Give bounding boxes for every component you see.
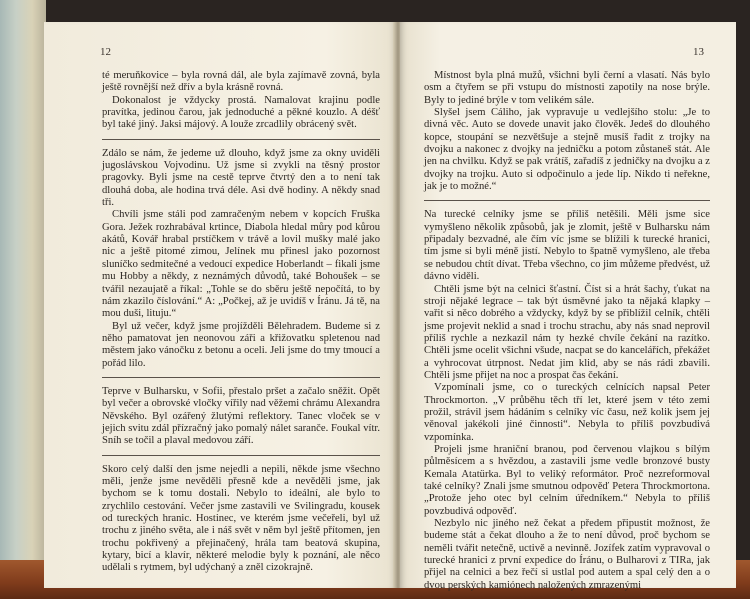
paragraph: Skoro celý další den jsme nejedli a nepili, někde jsme všechno měli, jenže jsme nevěděli přesně kde a nevěděli jsme, jak bychom se k tomu dostali. Nebylo to ideální, ale bylo to zrychlilo cestování. Večer jsme zastavili ve Svilingradu, kousek od tureckých hranic. Hostinec, ve kterém jsme večeřeli, byl už trochu z jiného světa, ale i náš svět v něm byl ještě přítomen, jen trochu pokřivený a přejinačený, hrála tam beatová skupina, kytary, bicí a klavír, některé melodie byly k poznání, ale něco udělali s rytmem, byl udýchaný a zněl cizokrajně. (102, 463, 380, 574)
paragraph: Projeli jsme hraniční branou, pod červenou vlajkou s bílým půlměsícem a s hvězdou, a zastavili jsme vedle bronzové busty Kemala Atatürka. Byl to veliký reformátor. Proč nezreformoval také celníky? Znali jsme smutnou odpověď Petera Throckmortona. „Protože jeho otec byl celním úředníkem.“ Nebyla to příliš povzbudivá odpověď. (424, 443, 710, 517)
paragraph: Zdálo se nám, že jedeme už dlouho, když jsme za okny uviděli jugoslávskou Vojvodinu. Už jsme si zvykli na těsný prostor pragovky. Byli jsme na cestě teprve čtvrtý den a to není tak dlouhá doba, ale hodina trvá déle. Asi dvě hodiny. A někdy snad tři. (102, 147, 380, 209)
section-divider (424, 200, 710, 201)
paragraph: Chvíli jsme stáli pod zamračeným nebem v kopcích Fruška Gora. Ježek rozhrabával krtince, Diabola hledal můry pod kůrou akátů, Kovář hrabal prstíčkem v trávě a lovil mušky malé jako nic a ještě pitomé zimou, Jelínek mu přinesl jako pozornost sluníčko sedmitečné a vedoucí expedice Hoberlandt – fikali jsme mu Hobby a někdy, z neznámých důvodů, také Bohoušek – se tvářil nezaujatě a říkal: „Tohle se do sběru ještě nepočítá, to by nám zkazilo číslování.“ A: „Počkej, až je uvidíš v Íránu. Já tě, na mou duši, lituju.“ (102, 209, 380, 320)
left-page (44, 22, 396, 588)
paragraph: Slyšel jsem Cáliho, jak vypravuje u vedlejšího stolu: „Je to divná věc. Auto se dovede unavit jako člověk. Jedeš do dlouhého kopce, stoupání se nezvětšuje a stejně musíš řadit z trojky na dvojku a nakonec z dvojky na jedničku a potom zůstaneš stát. Ale jen na chvilku. Když se pak vrátíš, zařadíš z jedničky na dvojku a z dvojky na trojku. Auto si odpočinulo a jede líp. Nikdo ti neřekne, jak je to možné.“ (424, 107, 710, 193)
page-number-left: 12 (100, 46, 111, 58)
right-page-text (424, 70, 710, 592)
paragraph: Dokonalost je vždycky prostá. Namalovat krajinu podle pravítka, jedinou čarou, jak jednoduché a pěkné kouzlo. A déšť byl také jiný. Jaksi májový. A louže zrcadlily obrácený svět. (102, 94, 380, 131)
book-cover-edge (0, 0, 46, 599)
paragraph: Místnost byla plná mužů, všichni byli černí a vlasatí. Nás bylo osm a čtyřem se při vstupu do místnosti zapotily na nose brýle. Byly to jediné brýle v tom velikém sále. (424, 70, 710, 106)
paragraph: Na turecké celníky jsme se příliš netěšili. Měli jsme sice vymyšleno několik způsobů, jak je zlomit, ještě v Bulharsku nám připadaly bezvadné, ale čím víc jsme se blížili k turecké hranici, tím jsme si byli méně jistí. Nebylo to špatně vymyšleno, ale třeba se nebudou chtít dívat. Třeba všechno, co jim můžeme předvést, už dávno viděli. (424, 209, 710, 283)
paragraph: Nezbylo nic jiného než čekat a předem připustit možnost, že budeme stát a čekat dlouho a že to není důvod, proč bychom se neměli tvářit netečně, uctivě a nevinně. Jozífek zatím vypravoval o turecké hranici z první expedice do Íránu, o Bulharovi z TIRa, jak přijel na celnici a bez řečí si ustlal pod autem a spal celý den a o dvou perských kamiónech naložených zmrazenými (424, 518, 710, 591)
paragraph: Byl už večer, když jsme projížděli Bělehradem. Budeme si z něho pamatovat jen neonovou záři a křižovatku spletenou nad městem jako vánočku z betonu a oceli. Jeli jsme do tmy tmoucí a pořád lilo. (102, 320, 380, 369)
left-page-text (102, 70, 380, 575)
section-divider (102, 377, 380, 378)
paragraph: Teprve v Bulharsku, v Sofii, přestalo pršet a začalo sněžit. Opět byl večer a obrovské vločky vířily nad věžemi chrámu Alexandra Něvského. Byl ozářený žlutými reflektory. Tanec vloček se v jejich svitu zdál přízračný jako pomalý nálet saranče. Foukal vítr. Sníh se točil a plaval medovou září. (102, 385, 380, 447)
section-divider (102, 455, 380, 456)
paragraph: Vzpomínali jsme, co o tureckých celnících napsal Peter Throckmorton. „V průběhu těch tří let, které jsem v této zemi prožil, strávil jsem hádáním s celníky víc času, než kolik jsem jej věnoval jakékoli jiné činnosti“. Nebyla to příliš povzbudivá vzpomínka. (424, 382, 710, 443)
page-number-right: 13 (693, 46, 704, 58)
paragraph: té meruňkovice – byla rovná dál, ale byla zajímavě zovná, byla ještě rovnější než dřív a byla krásně rovná. (102, 70, 380, 94)
paragraph: Chtěli jsme být na celnici šťastní. Číst si a hrát šachy, ťukat na stroji nějaké legrace – tak být úsměvné jako ta nějaká klapky – vařit si něco dobrého a vždycky, když by se přiblížil celník, chtěli jsme projevit neklid a snad i trochu strachu, aby nás snad neprovil příliš rychle a nezkazil nám ty hezké chvíle čekání na razítko. Chtěli jsme ocelit všichni všude, nacpat se do kancelářích, překážet a vyhrocovat útrpnost. Nedat jim klid, aby se nás rádi zbavili. Chtěli jsme přijet na noc a prospat čas čekání. (424, 283, 710, 381)
right-page (400, 22, 736, 591)
section-divider (102, 139, 380, 140)
